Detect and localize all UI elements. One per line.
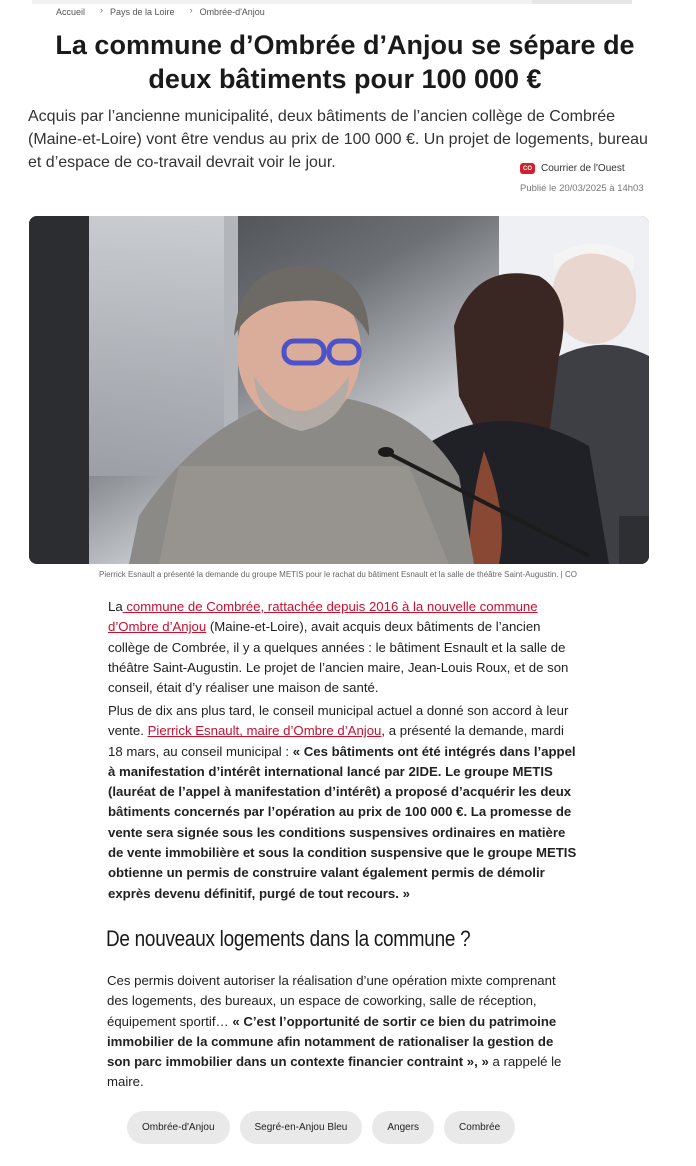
- breadcrumb: [56, 7, 265, 17]
- photo-caption: Pierrick Esnault a présenté la demande du groupe METIS pour le rachat du bâtiment Esnault et la salle de théâtre Saint-Augustin. | CO: [99, 570, 577, 579]
- source-name: Courrier de l'Ouest: [541, 163, 625, 174]
- chevron-right-icon: ›: [189, 5, 193, 15]
- article-lead: Acquis par l’ancienne municipalité, deux bâtiments de l’ancien collège de Combrée (Maine-et-Loire) vont être vendus au prix de 100 000 €. Un projet de logements, bureau et d’espace de co-travail devrait voir le jour.: [28, 108, 648, 171]
- publish-date: Publié le 20/03/2025 à 14h03: [520, 183, 644, 194]
- article-title: La commune d’Ombrée d’Anjou se sépare de deux bâtiments pour 100 000 €: [55, 30, 635, 94]
- section-heading: De nouveaux logements dans la commune ?: [106, 926, 471, 951]
- mayor-quote: « Ces bâtiments ont été intégrés dans l’appel à manifestation d’intérêt international lancé par 2IDE. Le groupe METIS (lauréat de l’appel à manifestation d’intérêt) a proposé d’acquérir les deux bâtiments concernés par l’opération au prix de 100 000 €. La promesse de vente sera signée sous les conditions suspensives ordinaires en matière de vente immobilière et sous la condition suspensive que le groupe METIS obtienne un permis de construire valant également permis de démolir exprès devenu définitif, purgé de tout recours. »: [108, 743, 577, 901]
- source-byline[interactable]: [520, 163, 625, 174]
- tag-angers[interactable]: Angers: [372, 1111, 434, 1144]
- tag-segre-en-anjou-bleu[interactable]: Segré-en-Anjou Bleu: [240, 1111, 363, 1144]
- paragraph-text: (Maine-et-Loire), avait acquis deux bâtiments de l’ancien collège de Combrée, il y a quelques années : le bâtiment Esnault et la salle de théâtre Saint-Augustin. Le projet de l’ancien maire, Jean-Louis Roux, et de son conseil, était d’y réaliser une maison de santé.: [108, 619, 569, 696]
- paragraph-text: Plus de dix ans plus tard, le conseil municipal actuel a donné son accord à leur vente.: [108, 703, 569, 739]
- paragraph-text: a rappelé le maire.: [107, 1054, 562, 1090]
- photo-illustration: [29, 216, 649, 564]
- breadcrumb-home[interactable]: Accueil: [56, 7, 86, 17]
- paragraph-text: Ces permis doivent autoriser la réalisation d’une opération mixte comprenant des logements, des bureaux, un espace de coworking, salle de réception, équipement sportif…: [107, 973, 556, 1029]
- combree-link[interactable]: commune de Combrée, rattachée depuis 2016 à la nouvelle commune d’Ombre d’Anjou: [108, 599, 538, 635]
- paragraph-3: [107, 971, 577, 1093]
- paragraph-text: , a présenté la demande, mardi 18 mars, au conseil municipal :: [108, 723, 564, 759]
- tag-ombree-anjou[interactable]: Ombrée-d'Anjou: [127, 1111, 230, 1144]
- breadcrumb-commune[interactable]: Ombrée-d'Anjou: [199, 7, 265, 17]
- breadcrumb-region[interactable]: Pays de la Loire: [110, 7, 175, 17]
- mayor-link[interactable]: Pierrick Esnault, maire d’Ombre d’Anjou: [147, 723, 382, 739]
- paragraph-text: La: [108, 599, 123, 614]
- tag-combree[interactable]: Combrée: [444, 1111, 515, 1144]
- header-strip-right: [532, 0, 632, 4]
- article-photo[interactable]: [29, 216, 649, 564]
- tag-list: [127, 1111, 515, 1144]
- chevron-right-icon: ›: [100, 5, 104, 15]
- courrier-ouest-logo-icon: CO: [520, 163, 535, 174]
- paragraph-2: [108, 701, 578, 904]
- paragraph-1: [108, 597, 578, 698]
- mayor-quote-2: « C’est l’opportunité de sortir ce bien du patrimoine immobilier de la commune afin notamment de rationaliser la gestion de son parc immobilier dans un contexte financier contraint », »: [107, 1013, 557, 1070]
